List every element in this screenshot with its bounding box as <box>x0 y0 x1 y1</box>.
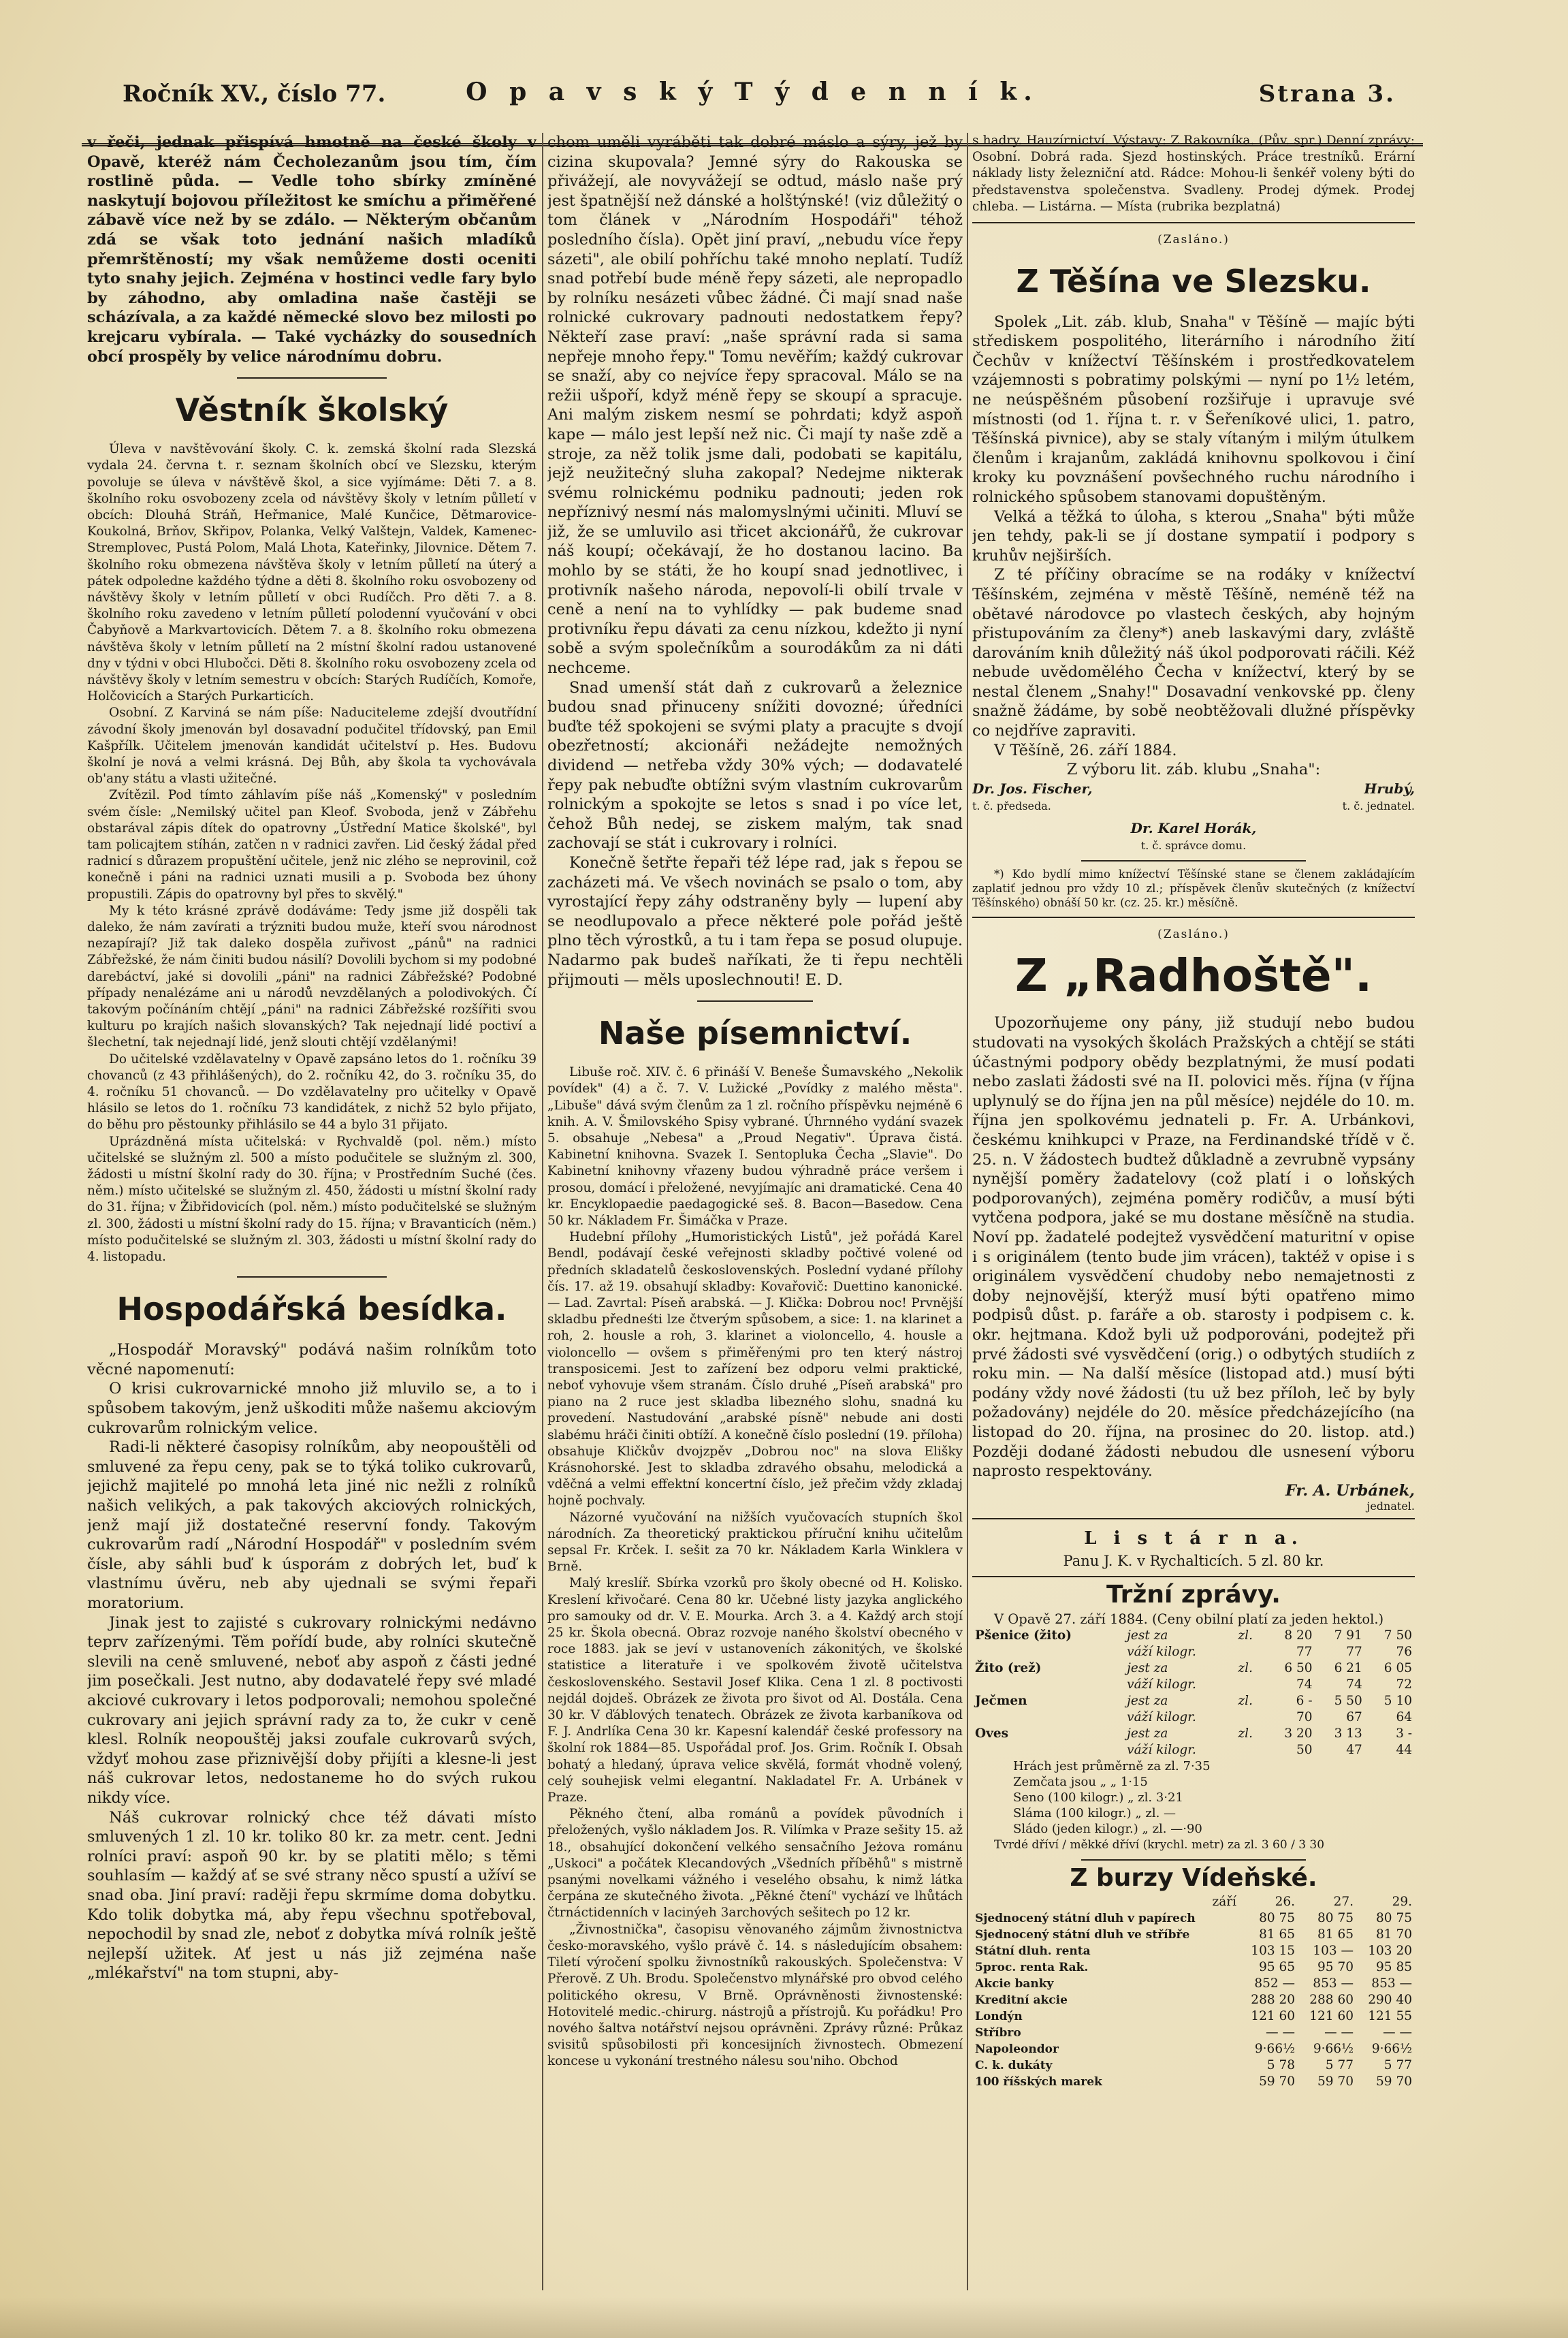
vienna-row <box>972 2041 1415 2057</box>
tesin-paragraph: Velká a těžká to úloha, s kterou „Snaha" býti může jen tehdy, pak-li se jí dostane sympatií i podpory s kruhův nejširších. <box>972 507 1415 565</box>
vienna-cell: 59 70 <box>1317 2074 1354 2089</box>
signature-role: t. č. předseda. <box>972 799 1051 812</box>
market-cell: 74 <box>1346 1677 1362 1692</box>
literature-paragraph: Hudební přílohy „Humoristických Listů", jež pořádá Karel Bendl, podávají české veřejnosti skladby počtivé volené od předních skladatelů československých. Poslední vydané přílohy čís. 17. až 19. obsahují skladby: Kovařovič: Duettino kanonické. — Lad. Zavrtal: Píseň arabská. — J. Klička: Dobrou noc! Prvnější skladbu předneśti lze čtverým spůsobem, a sice: 1. na klarinet a roh, 2. housle a roh, 3. klarinet a violoncello, 4. housle a violoncello — ovšem s přiměřenými pro ten který nástroj transposicemi. Jest to zařízení bez odporu velmi praktické, neboť vyhovuje všem stranám. Číslo druhé „Píseň arabská" pro piano na 2 ruce jest skladba libezného slohu, snadná ku provedení. Nastudování „arabské písně" nebude ani dosti slabému hráči činiti obtíží. A konečně číslo poslední (19. příloha) obsahuje Kličkův dvojzpěv „Dobrou noc" na slova Elišky Krásnohorské. Jest to skladba zdravého obsahu, melodická a vděčná a velmi effektní koncertní číslo, jež přečim vždy zkladaj hojně pochvaly. <box>547 1230 963 1508</box>
market-cell: 72 <box>1396 1677 1412 1692</box>
market-cell: 3 13 <box>1334 1726 1362 1741</box>
literature-paragraph: „Živnostnička", časopisu věnovaného zájmům živnostnictva česko-moravského, vyšlo právě č. 14. s následujícím obsahem: Tiletí výročení spolku živnostníků rakouských. Společenstva: V Přerově. Z Uh. Brodu. Společenstvo mlynářské pro obvod celého politického okresu, V Brně. Oprávněnosti živnostenské: Hotovitelé medic.-chirurg. nástrojů a přístrojů. Ku pořádku! Pro nového šaltva notářství nejsou oprávněni. Zprávy různé: Průkaz svisitů spůsobilosti při koncesijních živnostech. Obmezení koncese u vykonání trestného nálesu sou'niho. Obchod <box>547 1922 963 2069</box>
market-cell: 8 20 <box>1284 1628 1313 1643</box>
market-cell: Ječmen <box>975 1694 1027 1709</box>
market-cell: zl. <box>1238 1628 1253 1643</box>
market-row <box>972 1677 1415 1693</box>
vienna-row <box>972 2008 1415 2025</box>
vienna-cell: 103 — <box>1313 1943 1354 1958</box>
market-extra-line: Sládo (jeden kilogr.) „ zl. —·90 <box>1013 1822 1202 1837</box>
literature-paragraph: Pěkného čtení, alba románů a povídek původních i přeložených, vyšlo nákladem Jos. R. Vilímka v Praze sešity 15. až 18., obsahující dokončení velkého sensačního Jeżova románu „Uskoci" a počátek Klecandových „Všedních příběhů" s mistrně psanými novelkami vážného i veselého obsahu, k nimž látka čerpána ze skutečného života. „Pěkné čtení" vychází ve lhůtách čtrnáctidenních v lacinýeh 3archových sešitech po 12 kr. <box>547 1807 963 1921</box>
market-row <box>972 1742 1415 1758</box>
farming-paragraph: Náš cukrovar rolnický chce též dávati místo smluvených 1 zl. 10 kr. toliko 80 kr. za metr. cent. Jedni rolníci praví: aspoň 90 kr. by se platiti mělo; s těmi souhlasím — každý ať se své strany něco spustí a užíví se snad oba. Jiní praví: raději řepu skrmíme doma dobytku. Kdo tolik dobytka má, aby řepu všechnu spotřeboval, nepochodil by snad zle, neboť z dobytka mívá rolník ještě nejlepší užitek. Ať jest u nás již zejména naše „mlékařství" na tom stupni, aby- <box>87 1808 537 1982</box>
vienna-cell: Sjednocený státní dluh v papírech <box>975 1911 1196 1925</box>
vienna-cell: 5 78 <box>1266 2057 1296 2072</box>
page-edge <box>0 2297 1568 2338</box>
vienna-cell: 5proc. renta Rak. <box>975 1960 1089 1974</box>
vienna-cell: 95 65 <box>1259 1959 1296 1974</box>
vienna-header-cell: 29. <box>1392 1894 1412 1909</box>
vienna-row <box>972 2057 1415 2074</box>
market-cell: jest za <box>1127 1726 1168 1741</box>
issue-number: Ročník XV., číslo 77. <box>123 80 386 108</box>
market-cell: jest za <box>1127 1628 1168 1643</box>
market-cell: 6 21 <box>1334 1661 1362 1676</box>
vienna-cell: Stříbro <box>975 2025 1021 2040</box>
vienna-table <box>972 1894 1415 2090</box>
market-extra-line: Hrách jest průměrně za zl. 7·35 <box>1013 1759 1211 1774</box>
separator <box>697 1000 813 1002</box>
market-cell: 64 <box>1396 1710 1412 1725</box>
market-cell: 74 <box>1296 1677 1313 1692</box>
vienna-cell: 95 85 <box>1376 1959 1412 1974</box>
market-cell: zl. <box>1238 1694 1253 1709</box>
school-news-paragraph: My k této krásné zprávě dodáváme: Tedy jsme již dospěli tak daleko, že nám zavírati a trýzniti budou muže, kteří svou národnost nezapírají? Již tak daleko dospěla zuřivost „pánů" na radnici Zábřežské, že nám činiti budou násilí? Dovolili bychom si my podobné darebáctví, jaké si dovolili „páni" na radnici Zábřežské? Podobné případy nenalézáme ani u národů nevzdělaných a polodivokých. Čí takovým počínáním chtějí „páni" na radnici Zábřežské rozšířiti svou kulturu po krajích našich slovanských? Tak nejednají lidé poctiví a šlechetní, tak nejednají lidé, jenž slouti chtějí vzdělanými! <box>87 903 537 1050</box>
market-row <box>972 1693 1415 1709</box>
market-cell: 77 <box>1346 1645 1362 1660</box>
vienna-cell: Kreditní akcie <box>975 1993 1068 2007</box>
vienna-cell: Akcie banky <box>975 1976 1054 1991</box>
vienna-cell: Londýn <box>975 2009 1023 2023</box>
vienna-cell: 9·66½ <box>1371 2041 1412 2056</box>
vienna-row <box>972 2074 1415 2090</box>
vienna-cell: 5 77 <box>1383 2057 1412 2072</box>
tesin-committee: Z výboru lit. záb. klubu „Snaha": <box>1066 761 1321 779</box>
market-cell <box>1235 1709 1265 1726</box>
school-news-paragraph: Do učitelské vzdělavatelny v Opavě zapsáno letos do 1. ročníku 39 chovanců (z 43 přihlášených), do 2. ročníku 42, do 3. ročníku 35, do 4. ročníku 51 chovanců. — Do vzdělavatelny pro učitelky v Opavě hlásilo se letos do 1. ročníku 73 kandidátek, z nichž 52 bylo přijato, do běhu pro pěstounky přihlásilo se 44 a bylo 31 přijato. <box>87 1052 537 1133</box>
vienna-row <box>972 2025 1415 2041</box>
market-extra <box>972 1758 1415 1837</box>
vienna-header-cell: září <box>1212 1894 1237 1909</box>
market-cell: 76 <box>1396 1645 1412 1660</box>
literature-continuation: s hadry. Hauzírnictví. Výstavy: Z Rakovníka. (Pův. spr.) Denní zprávy: Osobní. Dobrá rada. Sjezd hostinských. Práce trestníků. Erární náklady listy železniční atd. Rádce: Mohou-li šenkéř voleny býti do představenstva společenstva. Svadleny. Prodej dýmek. Prodej chleba. — Listárna. — Místa (rubrika bezplatná) <box>972 133 1415 214</box>
sent-in-label: (Zasláno.) <box>1157 927 1230 941</box>
vienna-cell: 103 20 <box>1368 1943 1412 1958</box>
market-extra-line: Sláma (100 kilogr.) „ zl. — <box>1013 1806 1177 1821</box>
market-cell: zl. <box>1238 1661 1253 1676</box>
vienna-cell: Napoleondor <box>975 2042 1059 2056</box>
literature-paragraph: Libuše roč. XIV. č. 6 přináší V. Beneše Šumavského „Nekolik povídek" (4) a č. 7. V. Lužické „Povídky z malého města". „Libuše" dává svým členům za 1 zl. ročního příspěvku nejméně 6 knih. A. V. Šmilovského Spisy vybrané. Úhrnného vydání svazek 5. obsahuje „Nebesa" a „Proud Negativ". Úprava čistá. Kabinetní knihovna. Svazek I. Sentoplukа Čecha „Slavie". Do Kabinetní knihovny vřazeny budou výhradně práce veršem i prosou, domácí i přeložené, nevyjímajíc ani dramatické. Cena 40 kr. Encyklopaedie paedagogické seš. 8. Bacon—Basedow. Cena 50 kr. Nákladem Fr. Šimáčka v Praze. <box>547 1065 963 1228</box>
vienna-cell: 290 40 <box>1368 1992 1412 2007</box>
vienna-row <box>972 1959 1415 1976</box>
section-title-school: Věstník školský <box>175 392 449 429</box>
vienna-header-cell: 27. <box>1333 1894 1354 1909</box>
vienna-cell: Státní dluh. renta <box>975 1944 1091 1958</box>
separator <box>972 1518 1415 1519</box>
vienna-row <box>972 1992 1415 2008</box>
vienna-cell: 81 65 <box>1317 1927 1354 1942</box>
signature-role: jednatel. <box>1366 1500 1415 1513</box>
signature-name: Dr. Karel Horák, <box>1130 819 1257 836</box>
vienna-cell: 9·66½ <box>1254 2041 1296 2056</box>
column-middle <box>547 133 963 2297</box>
separator <box>972 1576 1415 1577</box>
vienna-cell: 81 70 <box>1376 1927 1412 1942</box>
separator <box>972 222 1415 223</box>
signature-name: Hrubý, <box>1364 780 1415 797</box>
literature-paragraph: Názorné vyučování na nižších vyučovacích stupních škol národních. Za theoretický praktickou příruční knihu učitelům sepsal Fr. Krček. I. sešit za 70 kr. Nákladem Karla Winklera v Brně. <box>547 1510 963 1575</box>
letters-title: L i s t á r n a. <box>1084 1528 1303 1549</box>
tesin-paragraph: Z té příčiny obracíme se na rodáky v knížectví Těšínském, zejména v městě Těšíně, neméně též na obětavé národovce po vlastech českých, aby hojným přistupováním za členy*) aneb laskavými dary, zvláště darováním knih důležitý náš úkol podporovati ráčili. Kéž nebude uvědomělého Čecha v knížectví, který by se nestal členem „Snahy!" Dosavadní venkovské pp. členy snažně žádáme, by sobě neobtěžovali dlužné příspěvky co nejdříve zapraviti. <box>972 566 1415 740</box>
vienna-row <box>972 1943 1415 1959</box>
vienna-cell: 80 75 <box>1376 1910 1412 1925</box>
market-cell <box>972 1677 1124 1693</box>
market-cell: 44 <box>1396 1743 1412 1758</box>
vienna-cell: 121 60 <box>1251 2008 1296 2023</box>
market-cell: 3 - <box>1396 1726 1412 1741</box>
market-extra-line: Zemčata jsou „ „ 1·15 <box>1013 1775 1148 1790</box>
farming-paragraph: „Hospodář Moravský" podává našim rolníkům toto věcné napomenutí: <box>87 1341 537 1378</box>
vienna-cell: 852 — <box>1254 1976 1296 1991</box>
school-news-paragraph: Zvítězil. Pod tímto záhlavím píše náš „Komenský" v posledním svém čísle: „Nemilský učitel pan Kleof. Svoboda, jenž v Zábřehu obstarával zápis dítek do opatrovny „Ústřední Matice školské", byl tam policajtem stíhán, zatčen n v radnici zavřen. Lid český žádal před radnicí s důrazem propuštění učitele, jenž nic zlého se neprovinil, což konečně i páni na radnici uznati musili a p. Svoboda bez úhony propustili. Zápis do opatrovny byl přes to skvělý." <box>87 788 537 902</box>
market-cell: 50 <box>1296 1743 1313 1758</box>
separator <box>237 377 387 379</box>
market-cell: zl. <box>1238 1726 1253 1741</box>
column-divider <box>542 133 543 2290</box>
newspaper-title: O p a v s k ý T ý d e n n í k. <box>466 78 1039 106</box>
vienna-cell: 121 55 <box>1368 2008 1412 2023</box>
market-cell <box>972 1644 1124 1660</box>
farming-paragraph: O krisi cukrovarnické mnoho již mluvilo se, a to i spůsobem takovým, jenž uškoditi může našemu akciovým cukrovarům rolnickým velice. <box>87 1380 537 1437</box>
vienna-cell: 59 70 <box>1259 2074 1296 2089</box>
separator <box>972 917 1415 918</box>
vienna-cell: 9·66½ <box>1313 2041 1354 2056</box>
vienna-row <box>972 1927 1415 1943</box>
market-row <box>972 1628 1415 1644</box>
sent-in-label: (Zasláno.) <box>1157 233 1230 247</box>
vienna-cell: 59 70 <box>1376 2074 1412 2089</box>
tesin-paragraph: Spolek „Lit. záb. klub, Snaha" v Těšíně — majíc býti střediskem pospolitého, literárního i národního žití Čechův v knížectví Těšínském i prostředkovatelem vzájemnosti s pobratimy polskými — nyní po 1½ letém, ne neúspěšném působení rozšiřuje i upravuje své místnosti (od 1. října t. r. v Šeřeníkové ulici, 1. patro, Těšínská pivnice), aby se staly vítaným i milým útulkem členům i krajanům, zakládá knihovnu spolkovou i činí kroky ku povznášení povšechného ruchu národního i rolnického spůsobem stanovami dopuštěným. <box>972 313 1415 506</box>
market-cell: Pšenice (žito) <box>975 1628 1072 1643</box>
market-row <box>972 1709 1415 1726</box>
vienna-cell: 81 65 <box>1259 1927 1296 1942</box>
market-row <box>972 1644 1415 1660</box>
column-left <box>87 133 537 2297</box>
literature-paragraph: Malý kreslíř. Sbírka vzorků pro školy obecné od H. Kolisko. Kreslení křivočaré. Cena 80 kr. Učebné listy jazyka anglického pro samouky od dr. V. E. Mourka. Arch 3. a 4. Každý arch stojí 25 kr. Škola obecná. Obraz rozvoje naného školství obecného v roce 1883. jak se jeví v ustanoveních zákonitých, ve školské statistice a literatuře i ve spolkovém životě učitelstva československého. Sestavil Josef Klika. Cena 1 zl. 8 poctivosti nejdál dojdeš. Obrázek ze života pro šivot od Al. Dostála. Cena 30 kr. V ďáblových tenatech. Obrázek ze života karbaníkova od F. J. Andrlíka Cena 30 kr. Kapesní kalendář české professory na školní rok 1884—85. Uspořádal prof. Jos. Grim. Ročník I. Obsah bohatý a hledaný, úprava velice skvělá, formát vhodně volený, celý souhejisk velmi elegantní. Nakladatel Fr. A. Urbánek v Praze. <box>547 1576 963 1805</box>
school-news-paragraph: Uprázdněná místa učitelská: v Rychvaldě (pol. něm.) místo učitelské se služným zl. 500 a místo podučitele se služným zl. 300, žádosti u místní školní rady do 30. října; v Prostředním Suché (čes. něm.) místo učitelské se služným zl. 450, žádosti u místní školní rady do 31. října; v Žibřidovicích (pol. něm.) místo podučitelské se služným zl. 300, žádosti u místní školní rady do 15. října; v Bravanticích (něm.) místo podučitelské se služným zl. 303, žádosti u místní školní rady do 4. listopadu. <box>87 1134 537 1265</box>
vienna-cell: 853 — <box>1371 1976 1412 1991</box>
market-cell <box>1235 1677 1265 1693</box>
vienna-cell: 288 60 <box>1309 1992 1354 2007</box>
signature-role: t. č. jednatel. <box>1342 799 1415 812</box>
market-cell: váží kilogr. <box>1127 1645 1196 1660</box>
signature-name: Fr. A. Urbánek, <box>1285 1481 1415 1500</box>
market-cell: 67 <box>1346 1710 1362 1725</box>
column-divider <box>967 133 968 2290</box>
page-number: Strana 3. <box>1258 80 1396 108</box>
footnote: *) Kdo bydlí mimo knížectví Těšínské stane se členem zakládajícím zaplatiť jednou pro vždy 10 zl.; příspěvek členův skutečných (z knížectví Těšínského) obnáší 50 kr. (cz. 25. kr.) měsíčně. <box>972 867 1415 909</box>
vienna-cell: C. k. dukáty <box>975 2058 1053 2072</box>
separator <box>1081 860 1306 862</box>
market-cell: jest za <box>1127 1694 1168 1709</box>
market-cell: 77 <box>1296 1645 1313 1660</box>
farming-paragraph: Radi-li některé časopisy rolníkům, aby neopouštěli od smluvené za řepu ceny, pak se to týká toliko cukrovarů, jejichž majitelé po mnohá leta jiné nic nežli z rolníků našich velikých, a pak takových akciových rolnických, jenž mají již dostatečné reservní fondy. Takovým cukrovarům radí „Národní Hospodář" v posledním svém čísle, aby sáhli buď k úsporám z dobrých let, buď k vlastnímu úvěru, neb aby ujednali se svými řepaři moratorium. <box>87 1438 537 1612</box>
market-cell: 6 05 <box>1383 1661 1412 1676</box>
farming-paragraph: Konečně šetřte řepaři též lépe rad, jak s řepou se zacházeti má. Ve všech novinách se psalo o tom, aby vyrostající řepy záhy odstraněny byly — lupení aby se neodlupovalo a přece některé pole pořád ještě plno těch výrostků, a tu i tam řepa se posud olupuje. Nadarmo pak budeš naříkati, že ti řepu nechtěli přijmouti — měls uposlechnouti! E. D. <box>547 853 963 989</box>
vienna-row <box>972 1910 1415 1927</box>
market-cell: 7 91 <box>1334 1628 1362 1643</box>
article-title-radhost: Z „Radhoště". <box>1014 949 1373 1002</box>
market-cell: 7 50 <box>1383 1628 1412 1643</box>
vienna-header-cell: 26. <box>1275 1894 1296 1909</box>
article-continuation: v řeči, jednak přispívá hmotně na české školy v Opavě, kteréž nám Čecholezanům jsou tím, čím rostlině půda. — Vedle toho sbírky zmíněné naskytují bojovou příležitost ke smíchu a přiměřené zábavě více než by se zdálo. — Některým občanům zdá se však toto jednání našich mladíků přemrštěností; my však nemůžeme dosti oceniti tyto snahy jejich. Zejména v hostinci vedle fary bylo by záhodno, aby omladina naše častěji se scházívala, a za každé německé slovo bez milosti po krejcaru vybírala. — Také vycházky do sousedních obcí prospěly by velice národnímu dobru. <box>87 133 537 366</box>
market-cell <box>972 1709 1124 1726</box>
market-cell <box>972 1742 1124 1758</box>
market-cell <box>1235 1742 1265 1758</box>
vienna-cell: Sjednocený státní dluh ve stříbře <box>975 1927 1190 1942</box>
market-cell: Oves <box>975 1726 1009 1741</box>
market-cell <box>1235 1644 1265 1660</box>
market-cell: 47 <box>1346 1743 1362 1758</box>
market-extra-line: Seno (100 kilogr.) „ zl. 3·21 <box>1013 1790 1183 1805</box>
vienna-cell: 95 70 <box>1317 1959 1354 1974</box>
market-cell: jest za <box>1127 1661 1168 1676</box>
signature-role: t. č. správce domu. <box>1140 838 1247 852</box>
farming-continuation: chom uměli vyráběti tak dobré máslo a sýry, jež by cizina skupovala? Jemné sýry do Rakouska se přivážejí, ale novyvážejí se odtud, máslo naše prý jest špatnější než dánské a holštýnské! (viz důležitý o tom článek v „Národním Hospodáři" téhož posledního čísla). Opět jiní praví, „nebudu více řepy sázeti", ale obilí pohříchu také mnoho neplatí. Tudíž snad potřebí bude méně řepy sázeti, ale nepropadlo by rolníku nesázeti vůbec žádné. Či mají snad naše rolnické cukrovary padnouti nedostatkem řepy? Někteří zase praví: „naše správní rada si sama nepřeje mnoho řepy." Tomu nevěřím; každý cukrovar se snaží, aby co nejvíce řepy spracoval. Málo se na režii ušpoří, když méně řepy se skoupí a spracuje. Ani malým ziskem nesmí se pohrdati; když aspoň kape — málo jest lepší než nic. Či mají ty naše zdě a stroje, za něž tolik jsme dali, podobati se kapitálu, jejž neužitečný sluha zakopal? Nedejme nikterak svému rolnickému podniku padnouti; jeden rok nepříznivý nesmí nás malomyslnými učiniti. Mluví se již, že se umluvilo asi třicet akcionářů, že cukrovar náš koupí; očekávají, že ho dostanou lacino. Ba mohlo by se státi, že ho koupí snad jednotlivec, i protivník našeho národa, nepovolí-li obilí trvale v ceně a není na to vyhlídky — pak budeme snad protivníku řepu dávati za cenu nízkou, kdežto ji nyní sobě a svým společníkům a sourodákům za ni dáti nechceme. <box>547 133 963 678</box>
vienna-cell: — — <box>1324 2025 1354 2040</box>
market-cell: 6 50 <box>1284 1661 1313 1676</box>
market-cell: 5 10 <box>1383 1694 1412 1709</box>
section-title-farming: Hospodářská besídka. <box>116 1291 507 1328</box>
market-table <box>972 1628 1415 1758</box>
article-title-tesin: Z Těšína ve Slezsku. <box>1016 262 1371 300</box>
vienna-cell: 853 — <box>1313 1976 1354 1991</box>
market-cell: 3 20 <box>1284 1726 1313 1741</box>
letters-text: Panu J. K. v Rychalticích. 5 zl. 80 kr. <box>1063 1552 1324 1569</box>
school-news-paragraph: Úleva v navštěvování školy. C. k. zemská školní rada Slezská vydala 24. června t. r. seznam školních obcí ve Slezsku, kterým povoluje se úleva v návštěvě škol, a sice vyjímáme: Děti 7. a 8. školního roku osvobozeny zcela od návštěvy školy v letním půlletí v obcích: Dlouhá Stráň, Heřmanice, Malé Kunčice, Dětmarovice-Koukolná, Brňov, Skřipov, Polanka, Velký Valštejn, Valdek, Kamenec-Stremplovec, Pustá Polom, Malá Lhota, Kateřinky, Jilovnice. Dětem 7. školního roku obmezena návštěva školy v letním půlletí na úterý a pátek odpoledne každého týdne a děti 8. školního roku osvobozeny od návštěvy školy v letním půlletí v obci Rudíčch. Pro děti 7. a 8. školního roku zavedeno v letním půlletí polodenní vyučování v obci Čabyňově a Markvartovicích. Dětem 7. a 8. školního roku obmezena návštěva školy v letním půlletí na 2 místní školní radou ustanovené dny v týdni v obci Hlubočci. Děti 8. školního roku osvobozeny zcela od návštěvy školy v letním semestru v obcích: Starých Rudíčích, Komoře, Holčovicích a Starých Purkarticích. <box>87 442 537 704</box>
vienna-cell: 80 75 <box>1259 1910 1296 1925</box>
market-cell: váží kilogr. <box>1127 1710 1196 1725</box>
separator <box>1081 1859 1306 1861</box>
farming-paragraph: Jinak jest to zajisté s cukrovary rolnickými nedávno teprv zařízenými. Těm pořídí bude, aby rolníci skutečně slevili na ceně smluvené, neboť aby aspoň z části jedné jim posečkali. Jest nutno, aby dodavatelé řepy své mladé akciové cukrovary i letos podporovali; nemohou společné cukrovary ani jejich správní rady za to, že cukr v ceně klesl. Rolník neopouštěj jaksi zoufale cukrovarů svých, vždyť mohou zase přiznivější doby přijíti a klesne-li jest náš cukrovar letos, nedostaneme ho do svých rukou nikdy více. <box>87 1613 537 1807</box>
column-right <box>972 133 1415 2297</box>
separator <box>237 1276 387 1278</box>
market-cell: váží kilogr. <box>1127 1743 1196 1758</box>
market-cell: 70 <box>1296 1710 1313 1725</box>
vienna-title: Z burzy Vídeňské. <box>1070 1864 1317 1893</box>
vienna-cell: — — <box>1266 2025 1296 2040</box>
signature-name: Dr. Jos. Fischer, <box>972 780 1093 797</box>
section-title-literature: Naše písemnictví. <box>598 1015 912 1052</box>
vienna-cell: 100 říšských marek <box>975 2074 1102 2089</box>
vienna-cell: 5 77 <box>1325 2057 1354 2072</box>
vienna-row <box>972 1976 1415 1992</box>
tesin-date: V Těšíně, 26. září 1884. <box>994 741 1177 759</box>
vienna-header-cell <box>972 1894 1014 1910</box>
market-cell: 6 - <box>1296 1694 1313 1709</box>
vienna-cell: 103 15 <box>1251 1943 1296 1958</box>
vienna-cell: 288 20 <box>1251 1992 1296 2007</box>
market-wood: Tvrdé dříví / měkké dříví (krychl. metr) za zl. 3 60 / 3 30 <box>994 1838 1325 1852</box>
vienna-cell: 80 75 <box>1317 1910 1354 1925</box>
market-header: V Opavě 27. září 1884. (Ceny obilní platí za jeden hektol.) <box>994 1611 1384 1628</box>
market-row <box>972 1660 1415 1677</box>
market-title: Tržní zprávy. <box>1106 1581 1281 1609</box>
market-row <box>972 1726 1415 1742</box>
radhost-paragraph: Upozorňujeme ony pány, již studují nebo budou studovati na vysokých školách Pražských a chtějí se státi účastnými podpory obědy bezplatnými, že musí podati nebo zaslati žádosti své na II. polovici měs. října (v října uplynulý se do října jen na půl měsíce) nejdéle do 10. m. října jen spolkovému jednateli p. Fr. A. Urbánkovi, českému knihkupci v Praze, na Ferdinandské třídě v č. 25. n. V žádostech budtež důkladně a zevrubně vypsány nynější poměry žadatelovy (což platí i o loňských podporovaných), zejména poměry rodičův, a musí býti vytčena podpora, jaké se mu dostane měsíčně na studia. Noví pp. žadatelé podejtež vysvědčení maturitní v opise i s originálem (tento bude jim vrácen), taktéž v opise i s originálem vysvědčení chudoby nebo nemajetnosti z doby nejnovější, kterýž musí býti opatřeno mimo podpisů důst. p. faráře a ob. starosty i podpisem c. k. okr. hejtmana. Kdož byli už podporováni, podejtež při prvé žádosti své vysvědčení (orig.) o odbytých studiích z roku min. — Na další měsíce (listopad atd.) musí býti podány vždy nové žádosti (tu už bez příloh, leč by byly požadovány) nejdéle do 20. měsíce předcházejícího (na listopad do 20. října, na prosinec do 20. listop. atd.) Později dodané žádosti nebudou dle usnesení výboru naprosto respektovány. <box>972 1014 1415 1481</box>
vienna-cell: 121 60 <box>1309 2008 1354 2023</box>
market-cell: Žito (rež) <box>975 1661 1042 1676</box>
vienna-cell: — — <box>1383 2025 1412 2040</box>
farming-paragraph: Snad umenší stát daň z cukrovarů a železnice budou snad přinuceny snížiti dovozné; úředníci buďte též spokojeni se svými platy a pracujte s dvojí obezřetností; akcionáři nežádejte nemožných dividend — netřeba vždy 30% vých; — dodavatelé řepy pak nebuďte obtížni svým vlastním cukrovarům rolnickým a spokojte se letos s snad i po více let, čehož Bůh nedej, se ziskem malým, tak snad zachovají se stát i cukrovary i rolníci. <box>547 678 963 853</box>
market-cell: 5 50 <box>1334 1694 1362 1709</box>
market-cell: váží kilogr. <box>1127 1677 1196 1692</box>
school-news-paragraph: Osobní. Z Karviná se nám píše: Naduciteleme zdejší dvoutřídní závodní školy jmenován byl dosavadní podučitel třídovský, pan Emil Kašpřílk. Učitelem jmenován kandidát učitelství p. Hes. Budovu školní je nová a velmi krásná. Dej Bůh, aby škola ta vychovávala ob'any státu a vlasti užitečné. <box>87 706 537 787</box>
signature-block <box>972 780 1415 855</box>
